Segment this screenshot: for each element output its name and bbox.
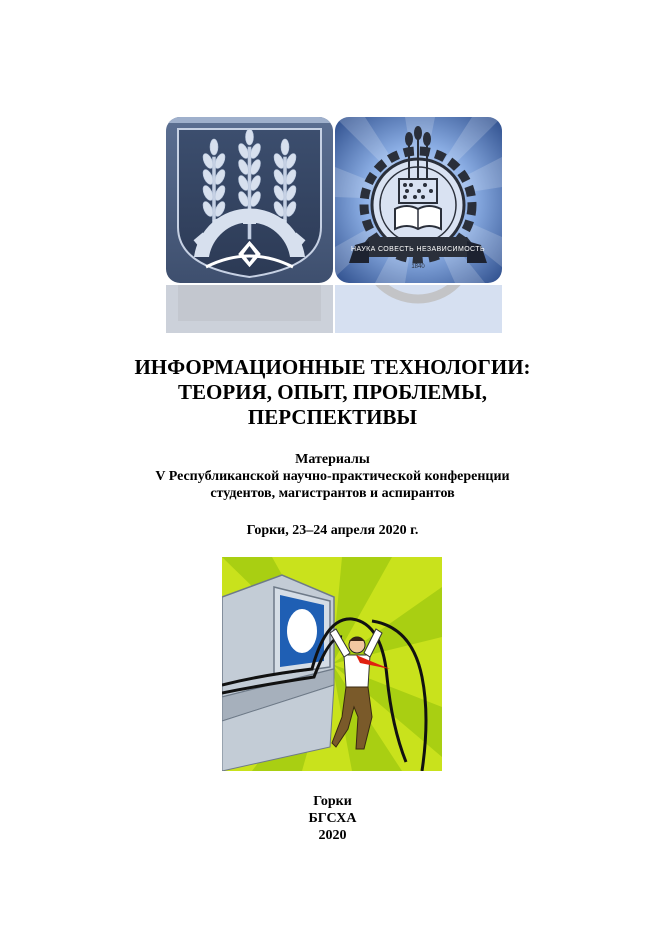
document-subtitle — [60, 451, 605, 502]
title-line-3: ПЕРСПЕКТИВЫ — [247, 405, 418, 429]
emblem-reflection-left — [166, 285, 333, 333]
academy-gear-abacus-book-emblem-icon — [335, 117, 502, 283]
subtitle-line-1: Материалы — [295, 452, 370, 467]
imprint-publisher: БГСХА — [308, 811, 357, 826]
emblem-ribbon-text: НАУКА СОВЕСТЬ НЕЗАВИСИМОСТЬ — [351, 246, 485, 253]
subtitle-line-3: студентов, магистрантов и аспирантов — [210, 486, 455, 501]
imprint-year: 2020 — [318, 828, 347, 843]
subtitle-line-2: V Республиканской научно-практической конференции — [155, 469, 510, 484]
imprint-city: Горки — [313, 794, 352, 809]
emblem-year-text: 1840 — [411, 264, 425, 270]
academy-emblem — [335, 117, 502, 283]
publisher-imprint — [60, 793, 605, 844]
document-title — [60, 355, 605, 430]
emblem-reflection-right — [335, 285, 502, 333]
computer-clipart-illustration — [222, 557, 442, 771]
coat-of-arms-emblem — [166, 117, 333, 283]
wheat-gear-coat-of-arms-icon — [166, 117, 333, 283]
title-line-1: ИНФОРМАЦИОННЫЕ ТЕХНОЛОГИИ: — [134, 355, 531, 379]
man-with-computer-cable-clipart-icon — [222, 557, 442, 771]
title-line-2: ТЕОРИЯ, ОПЫТ, ПРОБЛЕМЫ, — [178, 380, 487, 404]
conference-place-date: Горки, 23–24 апреля 2020 г. — [246, 523, 419, 538]
